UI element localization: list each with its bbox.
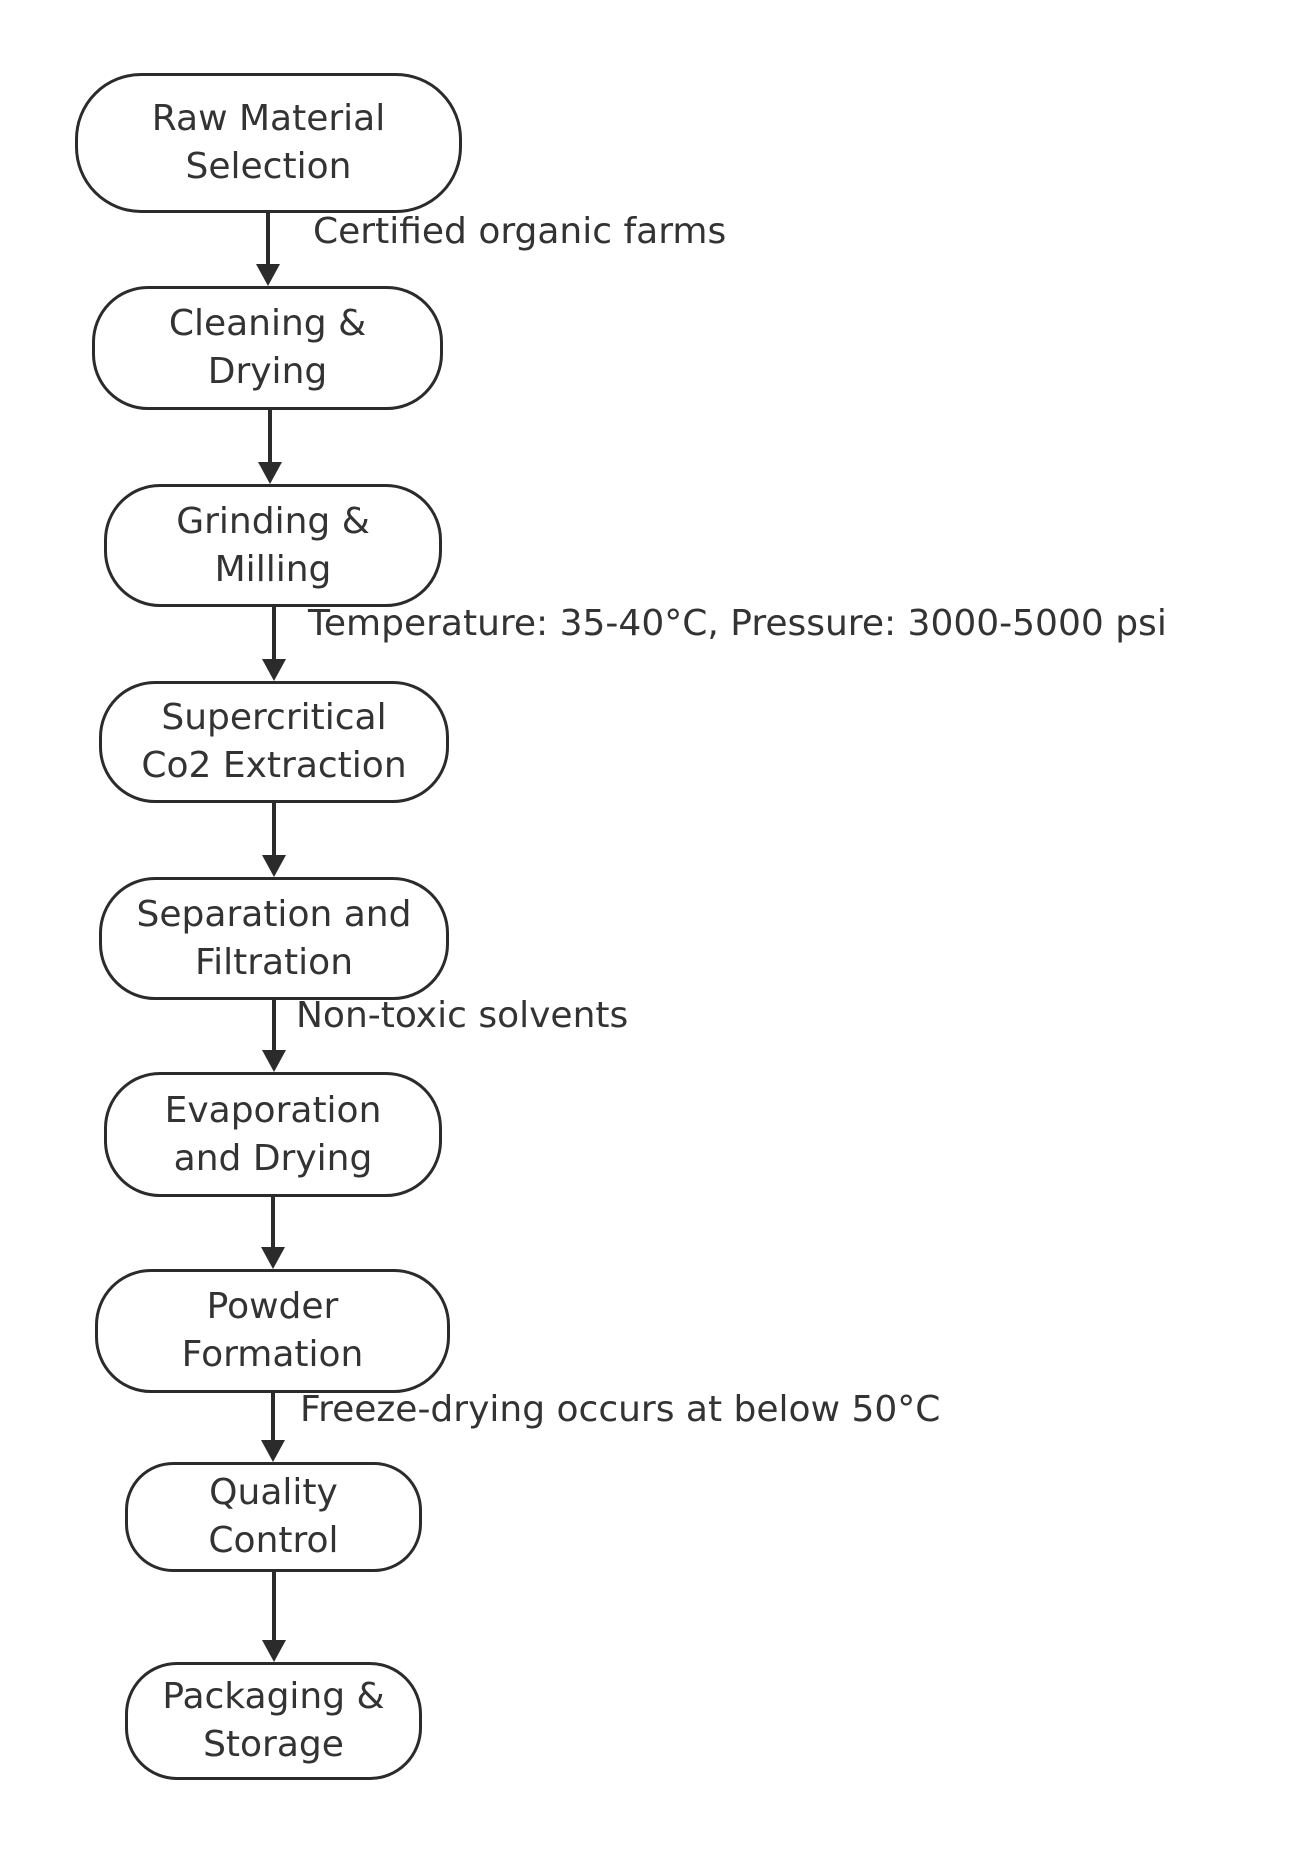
node-label: Evaporation and Drying [164,1089,382,1179]
arrowhead-icon [261,1247,285,1269]
node-quality [125,1462,422,1572]
node-package [125,1662,422,1780]
connector-arrow [261,1197,285,1269]
node-label: Quality Control [208,1472,339,1561]
arrowhead-icon [262,1050,286,1072]
node-powder [95,1269,450,1393]
arrowhead-icon [262,855,286,877]
node-label: Raw Material Selection [151,98,386,187]
node-raw [75,73,462,213]
connector-arrow [262,803,286,877]
connector-arrow [256,213,280,286]
connector-arrow [262,1000,286,1072]
edge-label: Non-toxic solvents [296,995,629,1036]
edge-label: Temperature: 35-40°C, Pressure: 3000-5000 psi [308,603,1167,644]
arrowhead-icon [256,264,280,286]
node-evaporate [104,1072,442,1197]
connector-arrow [262,607,286,681]
arrowhead-icon [258,462,282,484]
connector-arrow [258,410,282,484]
node-label: Packaging & Storage [162,1676,385,1765]
node-label: Supercritical Co2 Extraction [141,697,407,786]
connector-arrow [261,1393,285,1462]
node-extract [99,681,449,803]
connector-arrow [262,1572,286,1662]
edge-label: Certified organic farms [313,211,727,252]
node-label: Separation and Filtration [136,893,412,983]
arrowhead-icon [261,1440,285,1462]
arrowhead-icon [262,1640,286,1662]
node-label: Cleaning & Drying [168,303,367,392]
node-label: Grinding & Milling [176,500,370,590]
node-label: Powder Formation [181,1286,364,1375]
edge-label: Freeze-drying occurs at below 50°C [300,1389,941,1430]
node-separate [99,877,449,1000]
node-grind [104,484,442,607]
arrowhead-icon [262,659,286,681]
node-clean [92,286,443,410]
